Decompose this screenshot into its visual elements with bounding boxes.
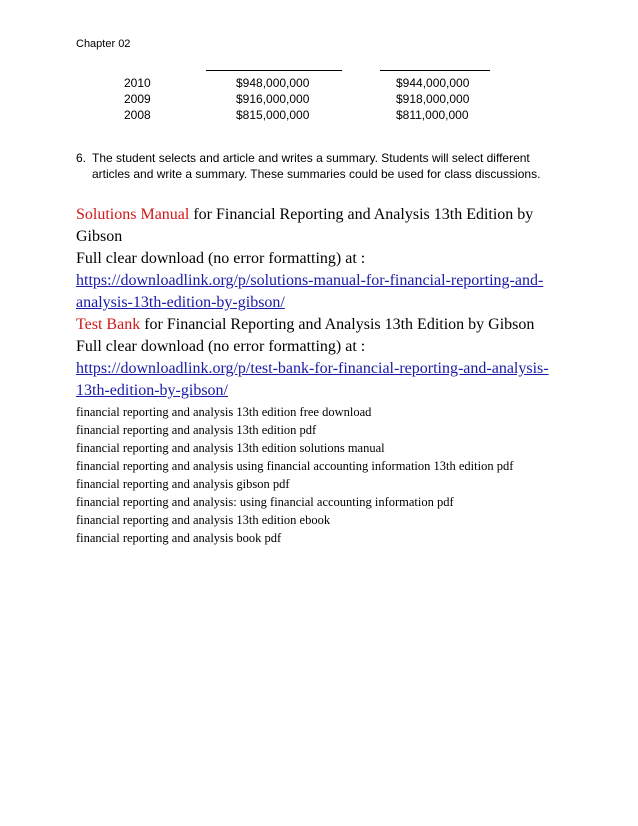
solutions-manual-title: for Financial Reporting and Analysis 13th Edition by Gibson: [76, 206, 534, 245]
keyword-line: financial reporting and analysis using financial accounting information 13th edition pdf: [76, 459, 514, 473]
year-cell: 2008: [124, 108, 151, 122]
keyword-line: financial reporting and analysis gibson pdf: [76, 477, 290, 491]
keyword-line: financial reporting and analysis 13th edition pdf: [76, 423, 317, 437]
test-bank-heading: [76, 314, 566, 336]
keyword-line: financial reporting and analysis book pdf: [76, 531, 282, 545]
keyword-line: financial reporting and analysis 13th edition solutions manual: [76, 441, 385, 455]
test-bank-title: for Financial Reporting and Analysis 13th Edition by Gibson: [140, 316, 535, 333]
item-number: 6.: [76, 151, 87, 165]
download-section: [76, 204, 566, 402]
solutions-manual-label: Solutions Manual: [76, 206, 190, 223]
value-cell: $944,000,000: [396, 76, 470, 90]
keyword-line: financial reporting and analysis: using financial accounting information pdf: [76, 495, 454, 509]
chapter-header: Chapter 02: [76, 38, 131, 50]
year-cell: 2010: [124, 76, 151, 90]
test-bank-download-text: Full clear download (no error formatting) at :: [76, 338, 366, 355]
column-rule-1: [206, 70, 342, 71]
keyword-list: [76, 403, 576, 547]
solutions-download-text: Full clear download (no error formatting) at :: [76, 250, 366, 267]
item-text: The student selects and article and writes a summary. Students will select different articles and write a summary. These summaries could be used for class discussions.: [92, 151, 541, 181]
answer-item-6: [76, 150, 566, 182]
value-cell: $811,000,000: [396, 108, 469, 122]
value-cell: $918,000,000: [396, 92, 470, 106]
keyword-line: financial reporting and analysis 13th edition ebook: [76, 513, 331, 527]
year-cell: 2009: [124, 92, 151, 106]
column-rule-2: [380, 70, 490, 71]
value-cell: $815,000,000: [236, 108, 310, 122]
test-bank-label: Test Bank: [76, 316, 141, 333]
value-cell: $948,000,000: [236, 76, 310, 90]
keyword-line: financial reporting and analysis 13th edition free download: [76, 405, 372, 419]
solutions-manual-link[interactable]: https://downloadlink.org/p/solutions-manual-for-financial-reporting-and-analysis-13th-edition-by-gibson/: [76, 272, 544, 311]
test-bank-link[interactable]: https://downloadlink.org/p/test-bank-for-financial-reporting-and-analysis-13th-edition-by-gibson/: [76, 360, 549, 399]
value-cell: $916,000,000: [236, 92, 310, 106]
solutions-manual-heading: [76, 204, 566, 248]
